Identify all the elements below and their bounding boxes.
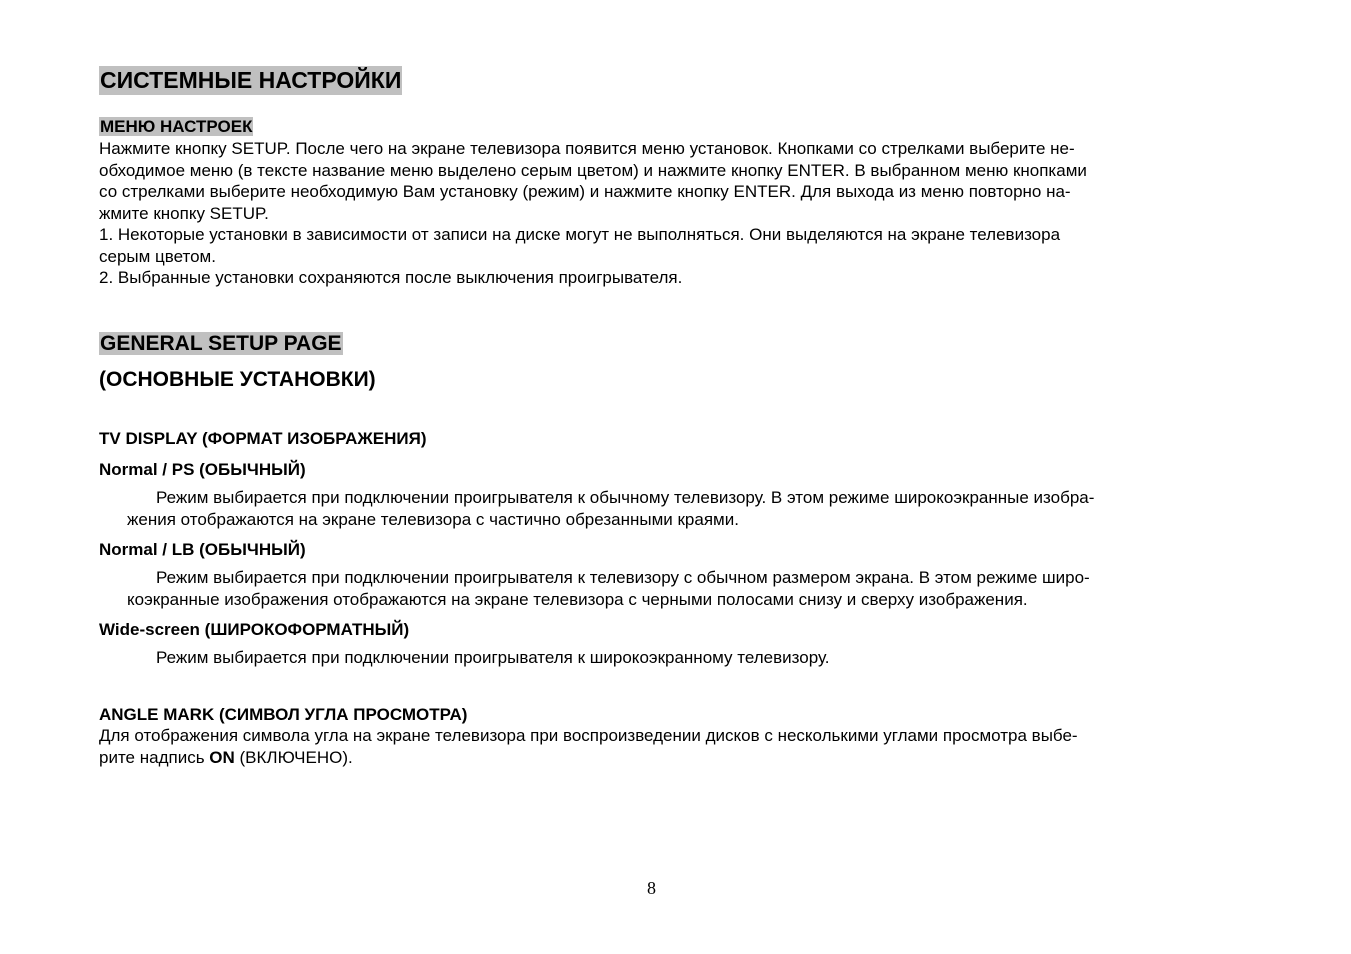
angle-mark-on-label: ON (209, 747, 235, 767)
general-setup-section (99, 331, 1209, 357)
angle-mark-heading: ANGLE MARK (СИМВОЛ УГЛА ПРОСМОТРА) (99, 705, 468, 724)
angle-mark-line (99, 747, 1209, 769)
tv-display-section (99, 428, 1209, 449)
tv-display-heading: TV DISPLAY (ФОРМАТ ИЗОБРАЖЕНИЯ) (99, 429, 427, 448)
option-description: Режим выбирается при подключении проигрывателя к телевизору с обычном размером экрана. В этом режиме широ- (156, 568, 1090, 587)
angle-mark-text: (ВКЛЮЧЕНО). (234, 747, 353, 767)
general-setup-subheading: (ОСНОВНЫЕ УСТАНОВКИ) (99, 368, 376, 391)
angle-mark-section (99, 704, 1209, 768)
menu-section-note: 2. Выбранные установки сохраняются после выключения проигрывателя. (99, 268, 683, 287)
tv-display-option (99, 539, 1209, 610)
angle-mark-text: рите надпись (99, 747, 210, 767)
angle-mark-line: Для отображения символа угла на экране телевизора при воспроизведении дисков с несколькими углами просмотра выбе- (99, 726, 1078, 745)
tv-display-option (99, 459, 1209, 530)
option-label: Normal / LB (ОБЫЧНЫЙ) (99, 540, 306, 559)
menu-section-line: обходимое меню (в тексте название меню выделено серым цветом) и нажмите кнопку ENTER. В выбранном меню кнопками (99, 160, 1087, 180)
menu-section (99, 116, 1209, 289)
option-label: Normal / PS (ОБЫЧНЫЙ) (99, 460, 306, 479)
page-number: 8 (647, 878, 656, 898)
option-description: Режим выбирается при подключении проигрывателя к широкоэкранному телевизору. (156, 648, 830, 667)
menu-section-line: со стрелками выберите необходимую Вам установку (режим) и нажмите кнопку ENTER. Для выхода из меню повторно на- (99, 182, 1071, 201)
option-description: жения отображаются на экране телевизора с частично обрезанными краями. (127, 509, 739, 529)
menu-section-note: серым цветом. (99, 246, 216, 266)
menu-section-note: 1. Некоторые установки в зависимости от записи на диске могут не выполняться. Они выделяются на экране телевизора (99, 225, 1061, 244)
option-description: коэкранные изображения отображаются на экране телевизора с черными полосами снизу и сверху изображения. (127, 589, 1028, 609)
menu-section-heading: МЕНЮ НАСТРОЕК (100, 117, 253, 136)
option-label: Wide-screen (ШИРОКОФОРМАТНЫЙ) (99, 620, 410, 639)
option-description: Режим выбирается при подключении проигрывателя к обычному телевизору. В этом режиме широкоэкранные изобра- (156, 488, 1095, 507)
menu-section-line: Нажмите кнопку SETUP. После чего на экране телевизора появится меню установок. Кнопками со стрелками выберите не- (99, 139, 1075, 158)
menu-section-line: жмите кнопку SETUP. (99, 203, 269, 223)
tv-display-option (99, 619, 1209, 669)
general-setup-heading: GENERAL SETUP PAGE (100, 332, 342, 355)
page-title: СИСТЕМНЫЕ НАСТРОЙКИ (100, 67, 402, 93)
